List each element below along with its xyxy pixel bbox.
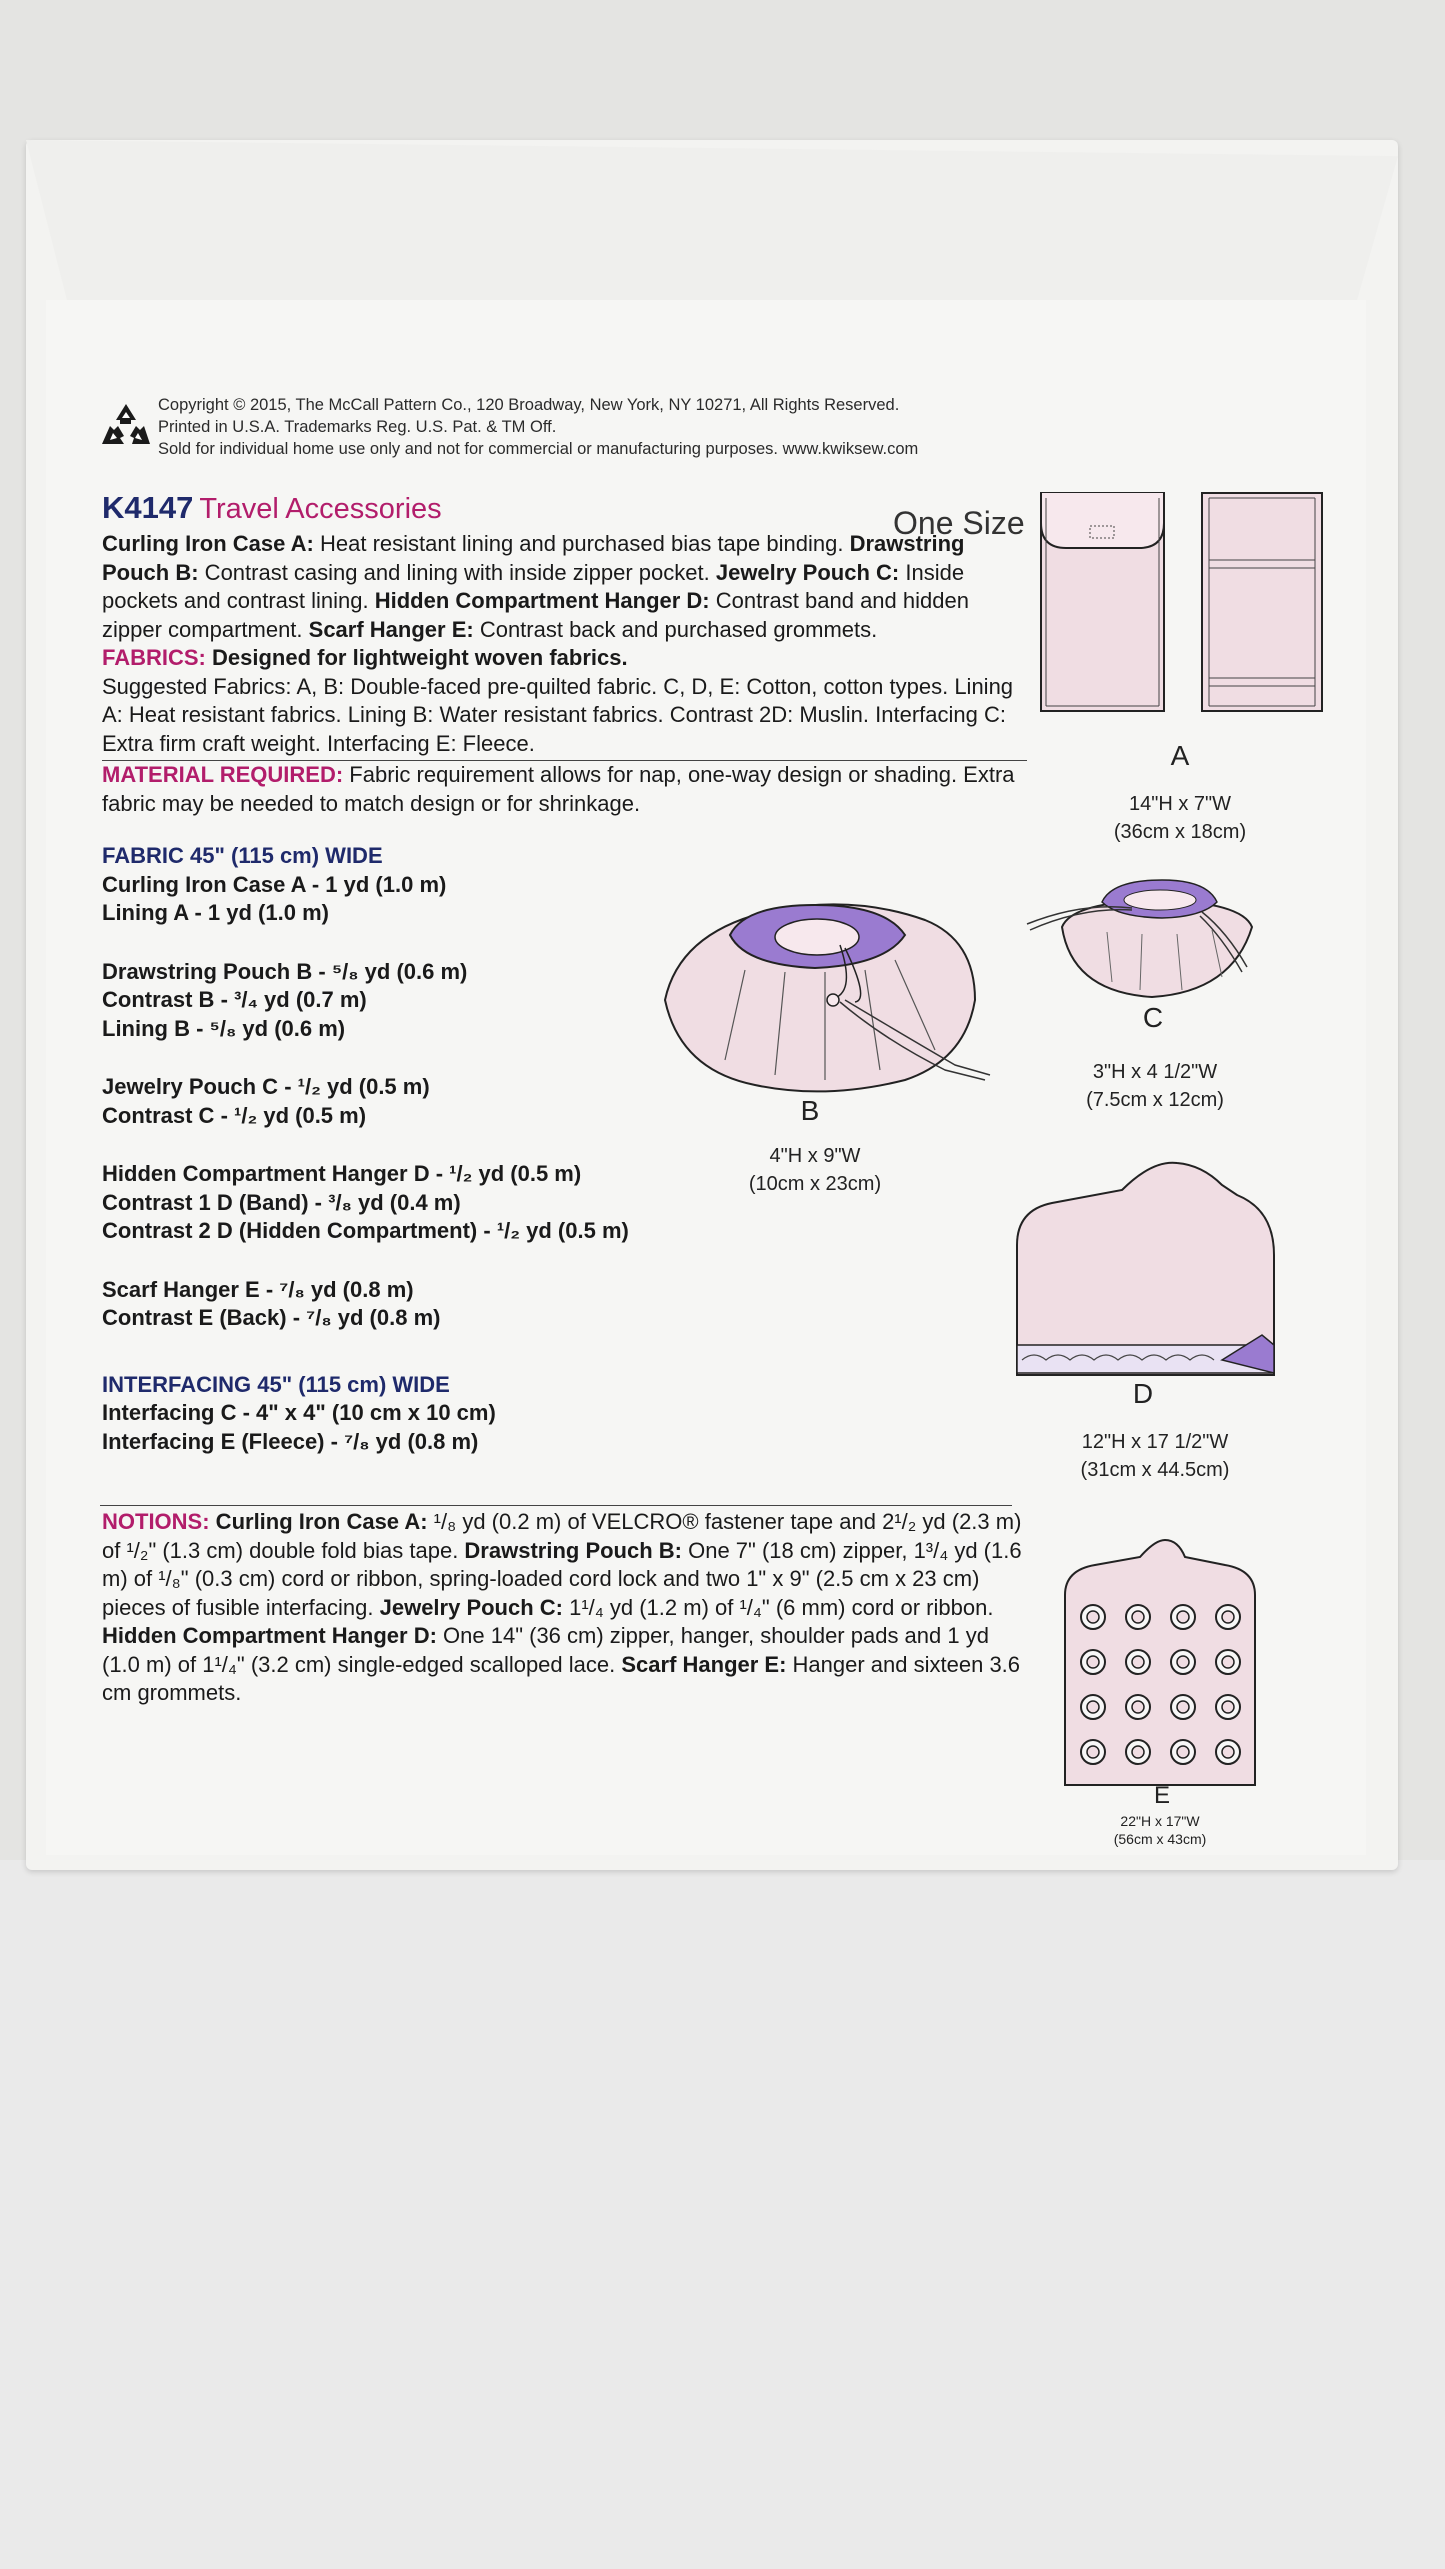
desc-e-text: Contrast back and purchased grommets. — [473, 616, 878, 642]
req-row: Contrast 2 D (Hidden Compartment) - ¹/₂ yd (0.5 m) — [102, 1218, 629, 1243]
req-label: Drawstring Pouch B — [102, 958, 313, 984]
view-d-letter: D — [1132, 1378, 1154, 1409]
material-required — [102, 761, 1027, 818]
req-label: Interfacing C — [102, 1400, 237, 1425]
req-label: Contrast C — [102, 1102, 215, 1128]
desc-b-text: Contrast casing and lining with inside zipper pocket. — [198, 559, 716, 585]
view-b-dimensions — [715, 1142, 915, 1198]
pattern-code: K4147 — [102, 490, 194, 525]
grommet-hole — [1177, 1746, 1189, 1758]
desc-e-label: Scarf Hanger E: — [308, 616, 474, 642]
view-c-letter: C — [1142, 1002, 1164, 1033]
notions-d-text: One 14" (36 cm) zipper, hanger, shoulder pads and 1 yd (1.0 m) of 1¹/₄" (3.2 cm) single-edged scalloped lace. — [102, 1623, 989, 1677]
grommet-hole — [1087, 1611, 1099, 1623]
notions-rule — [100, 1505, 1012, 1506]
notions-c-text: 1¹/₄ yd (1.2 m) of ¹/₄" (6 mm) cord or ribbon. — [563, 1594, 994, 1620]
notions-a-text: ¹/₈ yd (0.2 m) of VELCRO® fastener tape and 2¹/₂ yd (2.3 m) of ¹/₂" (1.3 cm) double fold bias tape. — [102, 1509, 1022, 1563]
view-d-illustration — [1012, 1155, 1282, 1380]
req-row: Scarf Hanger E - ⁷/₈ yd (0.8 m) — [102, 1276, 414, 1302]
view-a-dim-imperial: 14"H x 7"W — [1128, 793, 1231, 815]
grommet-hole — [1132, 1656, 1144, 1668]
req-amount: ¹/₂ yd (0.5 m) — [297, 1074, 430, 1099]
view-descriptions — [102, 530, 1027, 644]
notions-b-label: Drawstring Pouch B: — [464, 1537, 682, 1563]
desc-b-label: Drawstring Pouch B: — [102, 531, 965, 585]
req-row: Drawstring Pouch B - ⁵/₈ yd (0.6 m) — [102, 958, 468, 984]
view-b-dim-metric: (10cm x 23cm) — [748, 1173, 882, 1195]
req-label: Jewelry Pouch C — [102, 1074, 279, 1099]
req-row: Hidden Compartment Hanger D - ¹/₂ yd (0.5 m) — [102, 1161, 582, 1186]
desc-d-label: Hidden Compartment Hanger D: — [374, 588, 710, 613]
table-surface — [0, 1860, 1445, 2569]
grommet-hole — [1222, 1746, 1234, 1758]
req-amount: ⁷/₈ yd (0.8 m) — [279, 1276, 414, 1302]
req-row: Lining A - 1 yd (1.0 m) — [102, 900, 329, 925]
req-label: Contrast 1 D (Band) — [102, 1189, 309, 1215]
view-e-illustration — [1060, 1535, 1260, 1790]
view-b-illustration — [655, 890, 995, 1120]
grommet-hole — [1177, 1656, 1189, 1668]
grommet-hole — [1177, 1611, 1189, 1623]
req-label: Curling Iron Case A — [102, 871, 306, 897]
req-amount: ⁷/₈ yd (0.8 m) — [306, 1305, 441, 1330]
notions-c-label: Jewelry Pouch C: — [379, 1594, 563, 1620]
fabric-width-heading: FABRIC 45" (115 cm) WIDE — [102, 843, 383, 868]
grommet-hole — [1087, 1746, 1099, 1758]
notions-block — [102, 1508, 1022, 1708]
req-row: Contrast B - ³/₄ yd (0.7 m) — [102, 987, 367, 1012]
copyright-line-3: Sold for individual home use only and not for commercial or manufacturing purposes. www.kwiksew.com — [158, 440, 919, 458]
notions-a-label: Curling Iron Case A: — [209, 1509, 428, 1534]
view-a-dim-metric: (36cm x 18cm) — [1113, 821, 1247, 843]
req-row: Interfacing C - 4" x 4" (10 cm x 10 cm) — [102, 1400, 496, 1425]
req-row: Curling Iron Case A - 1 yd (1.0 m) — [102, 871, 447, 897]
fabrics-line — [102, 644, 1027, 673]
req-row: Lining B - ⁵/₈ yd (0.6 m) — [102, 1015, 346, 1041]
grommet-hole — [1222, 1611, 1234, 1623]
req-amount: ⁷/₈ yd (0.8 m) — [344, 1428, 479, 1454]
req-amount: ¹/₂ yd (0.5 m) — [496, 1218, 629, 1243]
view-e-dim-metric: (56cm x 43cm) — [1113, 1831, 1207, 1847]
desc-a-label: Curling Iron Case A: — [102, 531, 314, 556]
desc-d-text: Contrast band and hidden zipper compartment. — [102, 588, 969, 642]
req-amount: ³/₈ yd (0.4 m) — [328, 1189, 461, 1215]
req-amount: ¹/₂ yd (0.5 m) — [234, 1102, 367, 1128]
req-amount: 4" x 4" (10 cm x 10 cm) — [256, 1400, 496, 1425]
view-a-illustration — [1036, 488, 1336, 718]
copyright-notice — [158, 394, 918, 460]
req-amount: ³/₄ yd (0.7 m) — [234, 987, 367, 1012]
req-amount: ¹/₂ yd (0.5 m) — [449, 1161, 582, 1186]
grommet-hole — [1177, 1701, 1189, 1713]
description-block — [102, 530, 1027, 818]
req-row: Interfacing E (Fleece) - ⁷/₈ yd (0.8 m) — [102, 1428, 479, 1454]
req-amount: 1 yd (1.0 m) — [207, 900, 329, 925]
grommet-hole — [1132, 1611, 1144, 1623]
view-d-dim-imperial: 12"H x 17 1/2"W — [1081, 1431, 1229, 1453]
suggested-fabrics: Suggested Fabrics: A, B: Double-faced pre-quilted fabric. C, D, E: Cotton, cotton types. Lining A: Heat resistant fabrics. Lining B: Water resistant fabrics. Contrast 2D: Muslin. Interfacing C: Extra firm craft weight. Interfacing E: Fleece. — [102, 673, 1014, 756]
copyright-line-2: Printed in U.S.A. Trademarks Reg. U.S. Pat. & TM Off. — [158, 418, 557, 436]
notions-e-text: Hanger and sixteen 3.6 cm grommets. — [102, 1651, 1021, 1705]
view-c-illustration — [1022, 872, 1262, 1012]
interfacing-heading: INTERFACING 45" (115 cm) WIDE — [102, 1371, 450, 1397]
req-amount: 1 yd (1.0 m) — [325, 871, 447, 897]
view-b-letter: B — [800, 1095, 820, 1126]
grommet-hole — [1222, 1656, 1234, 1668]
pattern-name: Travel Accessories — [199, 493, 442, 525]
view-c-dim-imperial: 3"H x 4 1/2"W — [1092, 1061, 1218, 1083]
view-a-letter: A — [1170, 740, 1190, 771]
view-e-dimensions — [1060, 1812, 1260, 1848]
view-b-dim-imperial: 4"H x 9"W — [769, 1145, 861, 1167]
grommet-hole — [1222, 1701, 1234, 1713]
fabrics-designed: Designed for lightweight woven fabrics. — [205, 645, 628, 670]
desc-c-text: Inside pockets and contrast lining. — [102, 559, 965, 613]
req-label: Contrast B — [102, 987, 215, 1012]
grommet-hole — [1132, 1746, 1144, 1758]
desc-c-label: Jewelry Pouch C: — [715, 559, 900, 585]
desc-a-text: Heat resistant lining and purchased bias tape binding. — [313, 531, 850, 556]
req-amount: ⁵/₈ yd (0.6 m) — [331, 958, 468, 984]
view-d-dim-metric: (31cm x 44.5cm) — [1080, 1459, 1230, 1481]
req-label: Lining B — [102, 1015, 190, 1041]
view-d-dimensions — [1055, 1428, 1255, 1484]
grommet-hole — [1132, 1701, 1144, 1713]
req-row: Jewelry Pouch C - ¹/₂ yd (0.5 m) — [102, 1074, 430, 1099]
size-label: One Size — [893, 505, 1025, 541]
notions-d-label: Hidden Compartment Hanger D: — [102, 1623, 437, 1648]
pattern-title — [102, 490, 442, 526]
req-row: Contrast 1 D (Band) - ³/₈ yd (0.4 m) — [102, 1189, 461, 1215]
grommet-hole — [1087, 1701, 1099, 1713]
view-e-letter: E — [1153, 1782, 1170, 1809]
req-label: Interfacing E (Fleece) — [102, 1428, 325, 1454]
envelope-flap — [26, 140, 1398, 301]
recycle-icon — [98, 400, 154, 456]
notions-e-label: Scarf Hanger E: — [621, 1651, 787, 1677]
view-e-dim-imperial: 22"H x 17"W — [1120, 1813, 1200, 1829]
material-label: MATERIAL REQUIRED: — [102, 762, 344, 787]
notions-b-text: One 7" (18 cm) zipper, 1³/₄ yd (1.6 m) of ¹/₈" (0.3 cm) cord or ribbon, spring-loaded cord lock and two 1" x 9" (2.5 cm x 23 cm) pieces of fusible interfacing. — [102, 1537, 1022, 1620]
fabrics-label: FABRICS: — [102, 645, 206, 670]
req-row: Contrast C - ¹/₂ yd (0.5 m) — [102, 1102, 367, 1128]
copyright-line-1: Copyright © 2015, The McCall Pattern Co., 120 Broadway, New York, NY 10271, All Rights Reserved. — [158, 396, 900, 414]
req-label: Contrast E (Back) — [102, 1305, 287, 1330]
notions-label: NOTIONS: — [102, 1509, 210, 1534]
material-text: Fabric requirement allows for nap, one-way design or shading. Extra fabric may be needed to match design or for shrinkage. — [102, 762, 1015, 816]
req-amount: ⁵/₈ yd (0.6 m) — [209, 1015, 346, 1041]
view-c-dimensions — [1055, 1058, 1255, 1114]
req-label: Contrast 2 D (Hidden Compartment) — [102, 1218, 478, 1243]
grommet-hole — [1087, 1656, 1099, 1668]
req-row: Contrast E (Back) - ⁷/₈ yd (0.8 m) — [102, 1305, 441, 1330]
req-label: Lining A — [102, 900, 189, 925]
req-label: Hidden Compartment Hanger D — [102, 1161, 430, 1186]
req-label: Scarf Hanger E — [102, 1276, 260, 1302]
yardage-list — [102, 842, 629, 1456]
view-a-dimensions — [1080, 790, 1280, 846]
view-c-dim-metric: (7.5cm x 12cm) — [1086, 1089, 1224, 1111]
